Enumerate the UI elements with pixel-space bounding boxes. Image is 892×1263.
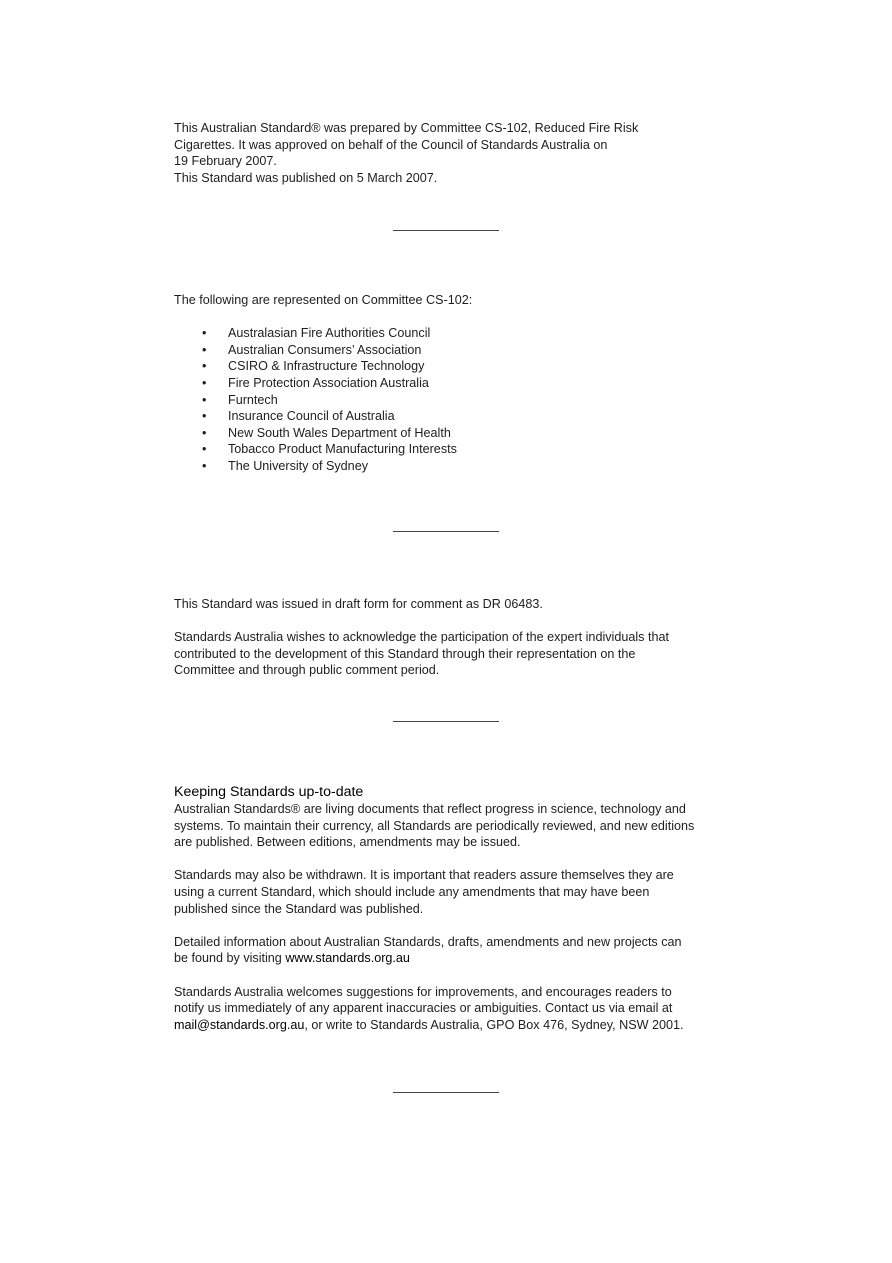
- member-name: Insurance Council of Australia: [228, 409, 395, 424]
- list-item: [174, 441, 734, 458]
- list-item: [174, 358, 734, 375]
- para-4-line-3: [174, 1017, 734, 1034]
- list-item: [174, 342, 734, 359]
- committee-intro: The following are represented on Committee CS-102:: [174, 293, 473, 307]
- bullet-icon: •: [202, 359, 207, 374]
- para-3-line-2: [174, 950, 734, 967]
- acknowledgement-line-3: Committee and through public comment period.: [174, 663, 440, 678]
- para-2-line-1: Standards may also be withdrawn. It is important that readers assure themselves they are: [174, 868, 674, 883]
- para-3-line-1: Detailed information about Australian Standards, drafts, amendments and new projects can: [174, 934, 682, 949]
- list-item: [174, 375, 734, 392]
- member-name: Fire Protection Association Australia: [228, 375, 429, 390]
- member-name: Tobacco Product Manufacturing Interests: [228, 442, 457, 457]
- member-name: Australian Consumers’ Association: [228, 342, 422, 357]
- para-4-line-1: Standards Australia welcomes suggestions for improvements, and encourages readers to: [174, 984, 672, 999]
- acknowledgement-line-2: contributed to the development of this Standard through their representation on the: [174, 646, 636, 661]
- list-item: [174, 325, 734, 342]
- email-link[interactable]: mail@standards.org.au: [174, 1017, 305, 1032]
- prep-line-4: This Standard was published on 5 March 2007.: [174, 170, 438, 185]
- bullet-icon: •: [202, 342, 207, 357]
- list-item: [174, 392, 734, 409]
- divider-2: [393, 531, 499, 532]
- para-1-line-3: are published. Between editions, amendments may be issued.: [174, 835, 521, 850]
- para-2-line-3: published since the Standard was published.: [174, 901, 424, 916]
- divider-4: [393, 1092, 499, 1093]
- para-4-line-2: notify us immediately of any apparent inaccuracies or ambiguities. Contact us via email at: [174, 1001, 673, 1016]
- bullet-icon: •: [202, 392, 207, 407]
- bullet-icon: •: [202, 458, 207, 473]
- para-1-line-1: Australian Standards® are living documents that reflect progress in science, technology and: [174, 802, 686, 816]
- draft-notice: This Standard was issued in draft form for comment as DR 06483.: [174, 597, 543, 611]
- para-4-suffix: , or write to Standards Australia, GPO Box 476, Sydney, NSW 2001.: [304, 1017, 684, 1032]
- section-heading: Keeping Standards up-to-date: [174, 784, 364, 800]
- member-name: Furntech: [228, 392, 278, 407]
- para-3-prefix: be found by visiting: [174, 951, 286, 966]
- standards-website-link[interactable]: www.standards.org.au: [285, 951, 410, 966]
- member-name: The University of Sydney: [228, 458, 368, 473]
- list-item: [174, 408, 734, 425]
- bullet-icon: •: [202, 425, 207, 440]
- committee-members-list: [174, 325, 734, 474]
- prep-line-2: Cigarettes. It was approved on behalf of the Council of Standards Australia on: [174, 137, 608, 152]
- bullet-icon: •: [202, 375, 207, 390]
- list-item: [174, 425, 734, 442]
- member-name: New South Wales Department of Health: [228, 425, 451, 440]
- para-1-line-2: systems. To maintain their currency, all Standards are periodically reviewed, and new editions: [174, 818, 695, 833]
- bullet-icon: •: [202, 409, 207, 424]
- member-name: CSIRO & Infrastructure Technology: [228, 359, 425, 374]
- prep-line-1: This Australian Standard® was prepared by Committee CS-102, Reduced Fire Risk: [174, 121, 639, 135]
- keeping-standards-section: [174, 784, 734, 1033]
- acknowledgement-line-1: Standards Australia wishes to acknowledge the participation of the expert individuals that: [174, 630, 669, 645]
- draft-section: [174, 596, 734, 679]
- committee-section: [174, 292, 734, 475]
- prep-line-3: 19 February 2007.: [174, 154, 277, 169]
- preparation-notice: [174, 120, 734, 186]
- divider-1: [393, 230, 499, 231]
- member-name: Australasian Fire Authorities Council: [228, 326, 431, 341]
- bullet-icon: •: [202, 442, 207, 457]
- list-item: [174, 458, 734, 475]
- divider-3: [393, 721, 499, 722]
- para-2-line-2: using a current Standard, which should include any amendments that may have been: [174, 884, 650, 899]
- bullet-icon: •: [202, 326, 207, 341]
